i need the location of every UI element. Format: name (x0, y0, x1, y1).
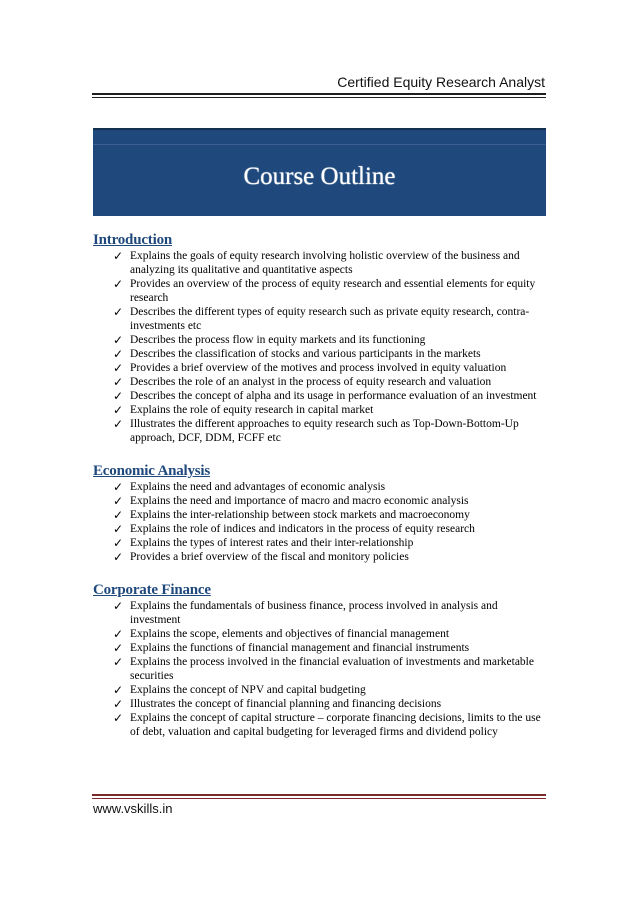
checkmark-icon: ✓ (113, 417, 124, 431)
checkmark-icon: ✓ (113, 249, 124, 263)
list-item: ✓ Explains the types of interest rates and their inter-relationship (113, 536, 414, 550)
banner-title: Course Outline (243, 163, 396, 190)
list-item: ✓ Provides a brief overview of the motives and process involved in equity valuation (113, 361, 507, 375)
list-item: ✓ Explains the fundamentals of business finance, process involved in analysis and investment (113, 599, 498, 626)
header-divider (92, 93, 546, 95)
list-item: ✓ Illustrates the concept of financial planning and financing decisions (113, 697, 442, 711)
list-item: ✓ Explains the concept of NPV and capital budgeting (113, 683, 366, 697)
checkmark-icon: ✓ (113, 683, 124, 697)
list-item: ✓ Explains the role of indices and indicators in the process of equity research (113, 522, 475, 536)
list-item: ✓ Explains the concept of capital structure – corporate financing decisions, limits to the use of debt, valuation and capital budgeting for leveraged firms and dividend policy (113, 711, 541, 738)
checkmark-icon: ✓ (113, 508, 124, 522)
header-divider-thin (92, 97, 546, 98)
section-corporate-finance (93, 581, 548, 739)
checkmark-icon: ✓ (113, 333, 124, 347)
checkmark-icon: ✓ (113, 522, 124, 536)
list-item: ✓ Explains the role of equity research in capital market (113, 403, 374, 417)
checkmark-icon: ✓ (113, 361, 124, 375)
list-item: ✓ Explains the inter-relationship between stock markets and macroeconomy (113, 508, 470, 522)
checkmark-icon: ✓ (113, 480, 124, 494)
list-item: ✓ Describes the classification of stocks and various participants in the markets (113, 347, 481, 361)
list-item: ✓ Explains the functions of financial management and financial instruments (113, 641, 470, 655)
section-title: Introduction (93, 232, 173, 248)
checkmark-icon: ✓ (113, 655, 124, 669)
section-economic-analysis (93, 462, 548, 564)
list-item: ✓ Provides an overview of the process of equity research and essential elements for equity research (113, 277, 536, 304)
checkmark-icon: ✓ (113, 375, 124, 389)
checkmark-icon: ✓ (113, 627, 124, 641)
list-item: ✓ Describes the different types of equity research such as private equity research, contra-investments etc (113, 305, 530, 332)
item-list (93, 249, 548, 445)
list-item: ✓ Provides a brief overview of the fiscal and monitory policies (113, 550, 409, 564)
item-list (93, 599, 548, 739)
list-item: ✓ Explains the need and importance of macro and macro economic analysis (113, 494, 469, 508)
footer-divider-thin (92, 798, 546, 799)
list-item: ✓ Explains the need and advantages of economic analysis (113, 480, 386, 494)
banner-inner-rule (93, 144, 546, 145)
section-introduction (93, 231, 548, 445)
course-outline-banner (93, 128, 546, 216)
checkmark-icon: ✓ (113, 347, 124, 361)
list-item: ✓ Describes the role of an analyst in the process of equity research and valuation (113, 375, 492, 389)
checkmark-icon: ✓ (113, 494, 124, 508)
checkmark-icon: ✓ (113, 277, 124, 291)
checkmark-icon: ✓ (113, 536, 124, 550)
checkmark-icon: ✓ (113, 305, 124, 319)
checkmark-icon: ✓ (113, 403, 124, 417)
checkmark-icon: ✓ (113, 389, 124, 403)
list-item: ✓ Describes the process flow in equity markets and its functioning (113, 333, 426, 347)
checkmark-icon: ✓ (113, 641, 124, 655)
list-item: ✓ Describes the concept of alpha and its usage in performance evaluation of an investment (113, 389, 537, 403)
checkmark-icon: ✓ (113, 697, 124, 711)
footer-divider (92, 794, 546, 796)
list-item: ✓ Illustrates the different approaches to equity research such as Top-Down-Bottom-Up approach, DCF, DDM, FCFF etc (113, 417, 519, 444)
section-title: Corporate Finance (93, 582, 211, 598)
outline-content (93, 231, 548, 756)
section-title: Economic Analysis (93, 463, 211, 479)
list-item: ✓ Explains the process involved in the financial evaluation of investments and marketable securities (113, 655, 534, 682)
list-item: ✓ Explains the goals of equity research involving holistic overview of the business and analyzing its qualitative and quantitative aspects (113, 249, 520, 276)
checkmark-icon: ✓ (113, 599, 124, 613)
checkmark-icon: ✓ (113, 711, 124, 725)
item-list (93, 480, 548, 564)
footer-url: www.vskills.in (93, 801, 173, 816)
document-header-title: Certified Equity Research Analyst (337, 74, 545, 90)
checkmark-icon: ✓ (113, 550, 124, 564)
list-item: ✓ Explains the scope, elements and objectives of financial management (113, 627, 450, 641)
